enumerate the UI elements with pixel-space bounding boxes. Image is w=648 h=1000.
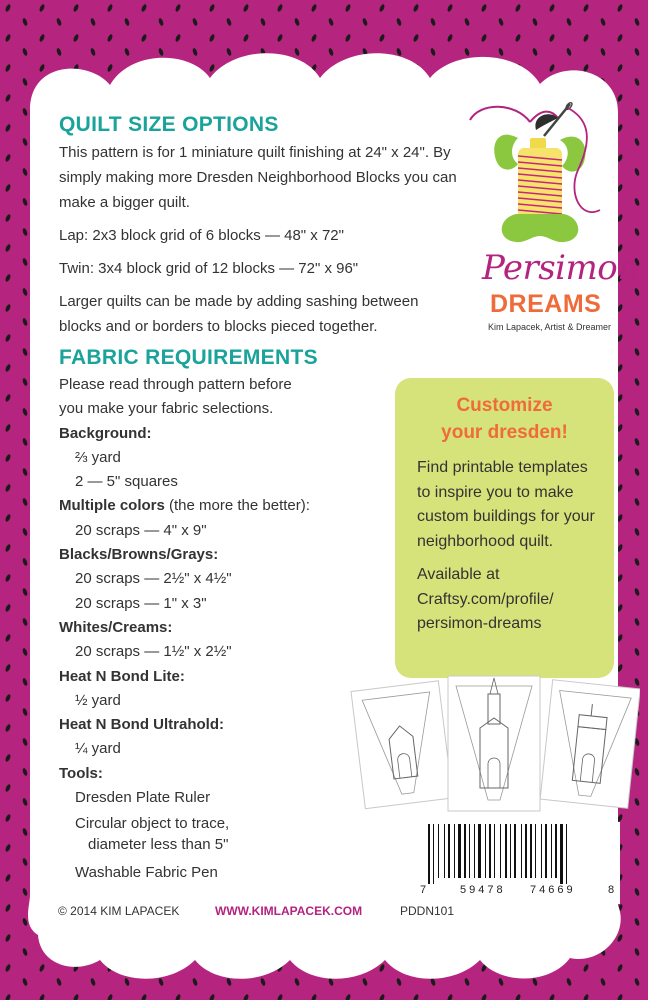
customize-heading: [395, 392, 614, 446]
lap-size: Lap: 2x3 block grid of 6 blocks — 48" x 72": [59, 227, 344, 244]
logo-script-text: Persimon: [482, 248, 639, 288]
customize-panel: [395, 378, 614, 678]
heat-n-bond-ultrahold-label: Heat N Bond Ultrahold:: [59, 716, 224, 734]
whites-label: Whites/Creams:: [59, 618, 173, 636]
customize-description: Find printable templates to inspire you to make custom buildings for your neighborhood quilt.: [417, 459, 595, 550]
template-previews: [350, 668, 640, 823]
persimon-dreams-logo: [460, 100, 639, 340]
logo-word-text: DREAMS: [490, 290, 602, 318]
barcode-bars: [420, 822, 620, 884]
blacks-label: Blacks/Browns/Grays:: [59, 546, 219, 564]
background-yardage: ⅔ yard: [75, 448, 121, 466]
larger-quilts-note: Larger quilts can be made by adding sashing between blocks and or borders to blocks pieced together.: [59, 293, 419, 335]
logo-tagline: Kim Lapacek, Artist & Dreamer: [488, 322, 612, 332]
heat-n-bond-lite-yardage: ½ yard: [75, 691, 121, 709]
footer-product-code: PDDN101: [400, 904, 455, 918]
template-card-middle: [448, 676, 540, 811]
quilt-size-intro: This pattern is for 1 miniature quilt finishing at 24" x 24". By simply making more Dresden Neighborhood Blocks you can make a bigger quilt.: [59, 144, 457, 211]
multi-colors-label: Multiple colors: [59, 497, 165, 515]
quilt-size-section: [59, 113, 459, 339]
tool-circular-object: Circular object to trace,: [75, 815, 230, 833]
barcode-digits-right: 74669: [530, 884, 576, 896]
barcode: [420, 822, 620, 904]
quilt-size-heading: QUILT SIZE OPTIONS: [59, 113, 279, 136]
heat-n-bond-lite-label: Heat N Bond Lite:: [59, 667, 185, 685]
whites-scraps: 20 scraps — 1½" x 2½": [75, 643, 232, 661]
apple-spool-icon: [460, 100, 625, 250]
tool-circular-diameter: diameter less than 5": [88, 836, 229, 854]
barcode-digit-last: 8: [608, 884, 615, 896]
twin-size: Twin: 3x4 block grid of 12 blocks — 72" x 96": [59, 260, 359, 277]
fabric-intro: Please read through pattern before you make your fabric selections.: [59, 376, 292, 418]
multi-colors-line: [59, 494, 379, 518]
heat-n-bond-ultrahold-yardage: ¼ yard: [75, 740, 121, 758]
tool-fabric-pen: Washable Fabric Pen: [75, 864, 218, 882]
fabric-section: [59, 346, 379, 886]
background-squares: 2 — 5" squares: [75, 473, 178, 491]
template-card-right: [540, 680, 640, 809]
multi-colors-scraps: 20 scraps — 4" x 9": [75, 521, 207, 539]
footer-website[interactable]: WWW.KIMLAPACEK.COM: [215, 904, 363, 918]
barcode-digits-left: 59478: [460, 884, 506, 896]
multi-colors-note: (the more the better):: [169, 497, 310, 515]
background-label: Background:: [59, 424, 152, 442]
footer-copyright: © 2014 KIM LAPACEK: [58, 904, 180, 918]
template-card-left: [351, 681, 453, 809]
fabric-heading: FABRIC REQUIREMENTS: [59, 346, 318, 369]
barcode-digit-first: 7: [420, 884, 427, 896]
tool-ruler: Dresden Plate Ruler: [75, 789, 211, 807]
blacks-scraps-1: 20 scraps — 2½" x 4½": [75, 570, 232, 588]
customize-heading-line-1: Customize: [456, 395, 553, 416]
tools-label: Tools:: [59, 764, 103, 782]
customize-heading-line-2: your dresden!: [441, 422, 568, 443]
blacks-scraps-2: 20 scraps — 1" x 3": [75, 594, 207, 612]
customize-availability: Available at Craftsy.com/profile/ persimon-dreams: [417, 566, 554, 632]
